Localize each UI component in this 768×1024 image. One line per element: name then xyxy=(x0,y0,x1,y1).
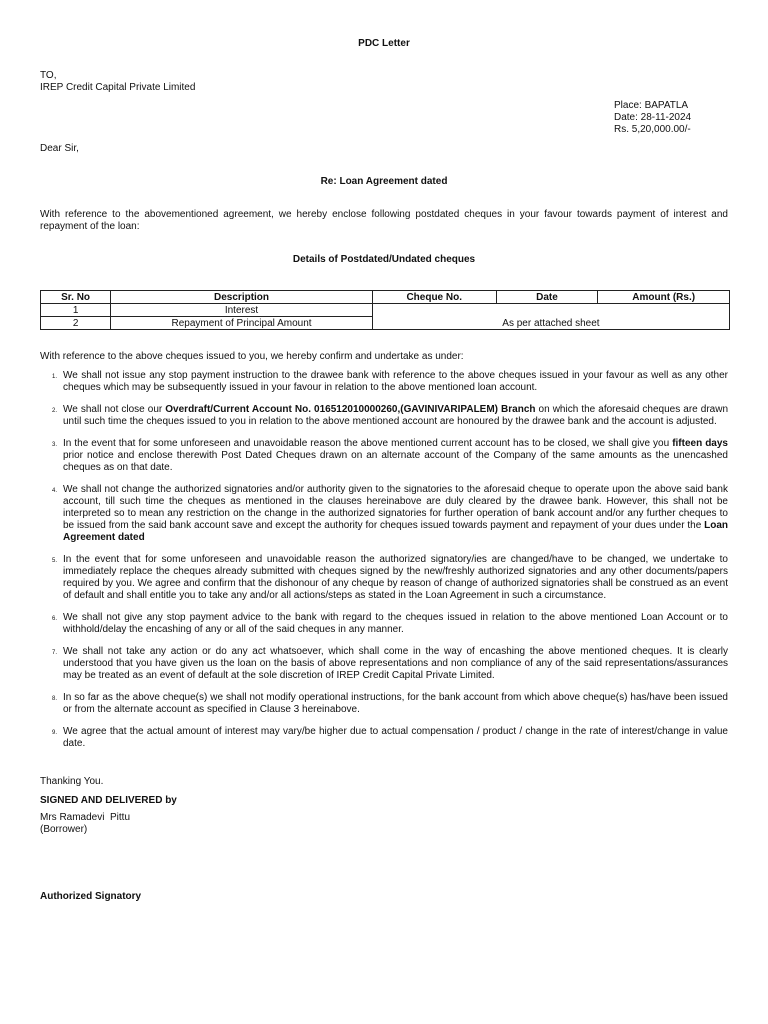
salutation: Dear Sir, xyxy=(40,143,79,154)
clause-text: We shall not issue any stop payment instruction to the drawee bank with reference to the above cheques issued in your favour as well as any other cheques which may be subsequently issued in your favour in relation to the above mentioned loan account. xyxy=(63,370,728,393)
clause-number: 9. xyxy=(52,730,58,736)
clause-text-pre: In the event that for some unforeseen and unavoidable reason the above mentioned current account has to be closed, we shall give you xyxy=(63,438,673,449)
clause-text-pre: We shall not change the authorized signatories and/or authority given to the signatories to the aforesaid cheque to operate upon the above said bank account, till such time the cheques as mentioned in the clauses hereinabove are duly cleared by the drawee bank. However, this shall not be interpreted so to mean any restriction on the change in the authorized signatories for further operation of bank account and/or any further cheques to be issued from the said bank account save and except the authority for cheques issued towards payment and repayment of your dues under the xyxy=(63,484,728,531)
header-description: Description xyxy=(111,291,373,304)
signed-delivered-label: SIGNED AND DELIVERED by xyxy=(40,795,177,806)
clause-text: In so far as the above cheque(s) we shall not modify operational instructions, for the bank account from which above cheque(s) has/have been issued or from the alternate account as specified in Clause 3 hereinabove. xyxy=(63,692,728,715)
clause-notice-period: fifteen days xyxy=(672,438,728,449)
clause-number: 6. xyxy=(52,616,58,622)
header-sr-no: Sr. No xyxy=(41,291,111,304)
closing-thanks: Thanking You. xyxy=(40,776,104,787)
table-row xyxy=(41,304,730,317)
clause-text-post: prior notice and enclose therewith Post Dated Cheques drawn on an alternate account of the Company of the same amounts as the unencashed cheques as on that date. xyxy=(63,450,728,473)
addressee-company: IREP Credit Capital Private Limited xyxy=(40,82,196,93)
row-sr: 1 xyxy=(41,304,111,317)
row-sr: 2 xyxy=(41,317,111,330)
clause-number: 7. xyxy=(52,650,58,656)
clause-account-number: Overdraft/Current Account No. 016512010000260,(GAVINIVARIPALEM) Branch xyxy=(165,404,536,415)
intro-paragraph: With reference to the abovementioned agreement, we hereby enclose following postdated cheques in your favour towards payment of interest and repayment of the loan: xyxy=(40,209,728,232)
borrower-name: Mrs Ramadevi Pittu xyxy=(40,812,131,823)
clause-number: 2. xyxy=(52,408,58,414)
meta-place: Place: BAPATLA xyxy=(614,100,689,111)
header-date: Date xyxy=(496,291,598,304)
list-item xyxy=(40,370,728,394)
list-item xyxy=(40,438,728,474)
clause-text-pre: We shall not close our xyxy=(63,404,166,415)
undertake-intro: With reference to the above cheques issued to you, we hereby confirm and undertake as under: xyxy=(40,351,464,362)
header-amount: Amount (Rs.) xyxy=(598,291,730,304)
meta-date: Date: 28-11-2024 xyxy=(614,112,692,123)
clause-text: We shall not take any action or do any act whatsoever, which shall come in the way of encashing the above mentioned cheques. It is clearly understood that you have given us the loan on the basis of above representations and non compliance of any of the said representations/assurances may be treated as an event of default at the sole discretion of IREP Credit Capital Private Limited. xyxy=(63,646,728,681)
clause-loan-agreement: Loan Agreement dated xyxy=(63,520,728,543)
merged-note-cell: As per attached sheet xyxy=(372,304,729,330)
letter-title: PDC Letter xyxy=(358,38,410,49)
list-item xyxy=(40,612,728,636)
authorized-signatory-label: Authorized Signatory xyxy=(40,891,142,902)
details-title: Details of Postdated/Undated cheques xyxy=(292,254,476,265)
list-item xyxy=(40,726,728,750)
meta-amount: Rs. 5,20,000.00/- xyxy=(614,124,691,135)
list-item xyxy=(40,692,728,716)
list-item xyxy=(40,646,728,682)
clause-text: In the event that for some unforeseen and unavoidable reason the authorized signatory/ies are changed/have to be changed, we undertake to immediately replace the cheques already submitted with cheques signed by the new/freshly authorized signatories and any other documents/papers required by you. We agree and confirm that the dishonour of any cheque by reason of change of authorized signatories shall be construed as an event of default and shall entitle you to take any and/or all actions/steps as stated in the Loan Agreement in such a circumstance. xyxy=(63,554,728,601)
header-cheque-no: Cheque No. xyxy=(372,291,496,304)
list-item xyxy=(40,484,728,544)
table-header-row xyxy=(41,291,730,304)
list-item xyxy=(40,404,728,428)
clauses-list xyxy=(40,370,728,760)
subject-line: Re: Loan Agreement dated xyxy=(320,176,448,187)
clause-number: 4. xyxy=(52,488,58,494)
letter-meta-block xyxy=(614,100,691,136)
borrower-block xyxy=(40,812,130,836)
clause-text: We shall not give any stop payment advice to the bank with regard to the cheques issued in relation to the above mentioned Loan Account or to withhold/delay the encashing of any or all of the said cheques in any manner. xyxy=(63,612,728,635)
clause-number: 5. xyxy=(52,558,58,564)
row-description: Repayment of Principal Amount xyxy=(111,317,373,330)
list-item xyxy=(40,554,728,602)
clause-number: 8. xyxy=(52,696,58,702)
addressee-block xyxy=(40,70,195,94)
cheques-table xyxy=(40,290,730,330)
clause-number: 3. xyxy=(52,442,58,448)
row-description: Interest xyxy=(111,304,373,317)
clause-number: 1. xyxy=(52,374,58,380)
clause-text-post: on which the aforesaid cheques are drawn until such time the cheques issued to you in relation to the above mentioned account are honoured by the drawee bank and the account is adjusted. xyxy=(63,404,729,427)
clause-text: We agree that the actual amount of interest may vary/be higher due to actual compensation / product / change in the rate of interest/change in value date. xyxy=(63,726,728,749)
addressee-to: TO, xyxy=(40,70,57,81)
borrower-role: (Borrower) xyxy=(40,824,88,835)
